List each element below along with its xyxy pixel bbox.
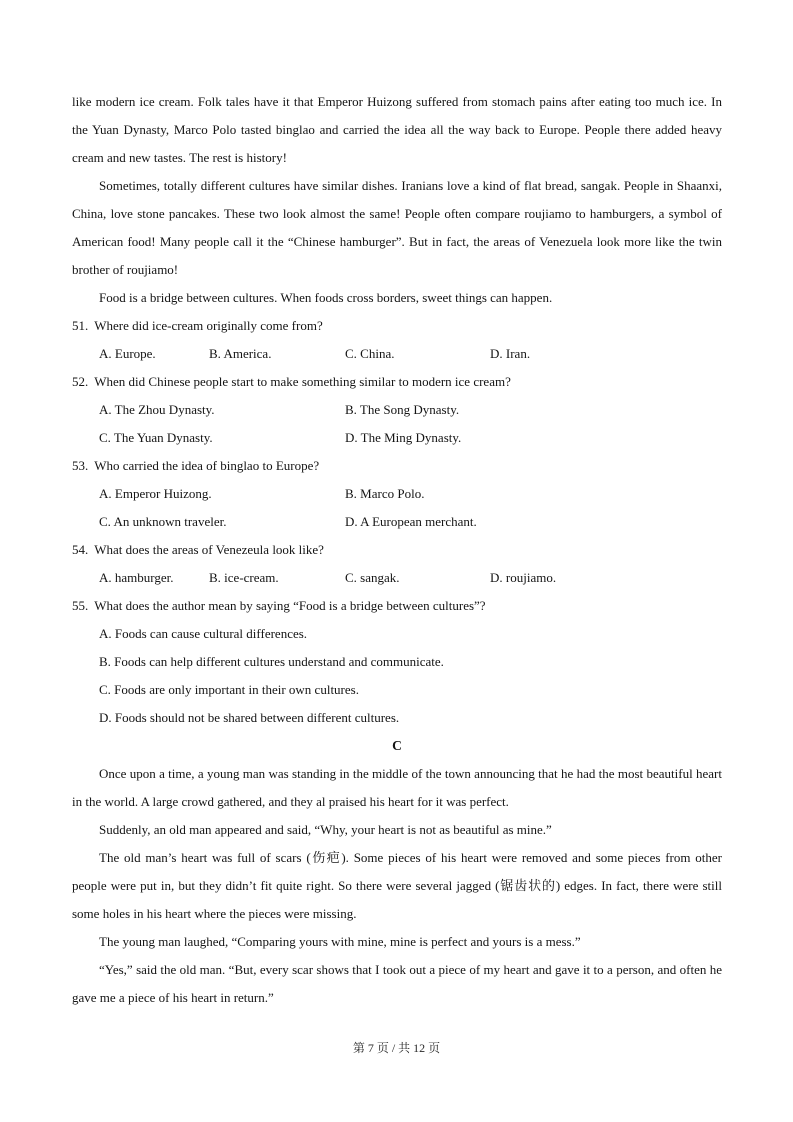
section-c-heading: C [392, 738, 402, 753]
passage-c-paragraph-1: Once upon a time, a young man was standing in the middle of the town announcing that he had the most beautiful heart in the world. A large crowd gathered, and they al praised his heart for it was perfect. [72, 766, 722, 809]
question-51-option-a: A. Europe. [99, 346, 156, 361]
passage-c-paragraph-4: The young man laughed, “Comparing yours with mine, mine is perfect and yours is a mess.” [99, 934, 581, 949]
question-54-option-c: C. sangak. [345, 570, 400, 585]
question-55 [72, 592, 722, 732]
question-51 [72, 312, 722, 368]
question-54-number: 54. [72, 542, 89, 557]
question-51-number: 51. [72, 318, 89, 333]
question-55-option-c: C. Foods are only important in their own cultures. [99, 682, 359, 697]
question-53-option-b: B. Marco Polo. [345, 486, 425, 501]
question-52 [72, 368, 722, 452]
passage-b-paragraph-1: like modern ice cream. Folk tales have it that Emperor Huizong suffered from stomach pains after eating too much ice. In the Yuan Dynasty, Marco Polo tasted binglao and carried the idea all the way back to Europe. People there added heavy cream and new tastes. The rest is history! [72, 94, 722, 165]
question-55-stem [72, 592, 722, 620]
question-53-options-row-2 [72, 508, 722, 536]
question-51-stem [72, 312, 722, 340]
question-54-options [72, 564, 722, 592]
passage-b-paragraph-3: Food is a bridge between cultures. When foods cross borders, sweet things can happen. [99, 290, 553, 305]
question-54 [72, 536, 722, 592]
question-53-options-row-1 [72, 480, 722, 508]
question-53 [72, 452, 722, 536]
question-52-option-c: C. The Yuan Dynasty. [99, 430, 213, 445]
passage-c-paragraph-5: “Yes,” said the old man. “But, every scar shows that I took out a piece of my heart and gave it to a person, and often he gave me a piece of his heart in return.” [72, 962, 722, 1005]
question-53-text: Who carried the idea of binglao to Europe? [94, 458, 320, 473]
question-54-stem [72, 536, 722, 564]
question-52-number: 52. [72, 374, 89, 389]
page-footer: 第 7 页 / 共 12 页 [352, 1041, 441, 1055]
question-53-option-c: C. An unknown traveler. [99, 514, 227, 529]
question-55-text: What does the author mean by saying “Food is a bridge between cultures”? [94, 598, 486, 613]
question-51-option-d: D. Iran. [490, 346, 531, 361]
question-51-option-c: C. China. [345, 346, 395, 361]
passage-b-paragraph-2: Sometimes, totally different cultures have similar dishes. Iranians love a kind of flat bread, sangak. People in Shaanxi, China, love stone pancakes. These two look almost the same! People often compare roujiamo to hamburgers, a symbol of American food! Many people call it the “Chinese hamburger”. But in fact, the areas of Venezuela look more like the twin brother of roujiamo! [72, 178, 722, 277]
question-55-option-d: D. Foods should not be shared between different cultures. [99, 710, 400, 725]
page-content [72, 88, 722, 1012]
question-52-text: When did Chinese people start to make something similar to modern ice cream? [94, 374, 511, 389]
passage-c-paragraph-3: The old man’s heart was full of scars (伤疤). Some pieces of his heart were removed and some pieces from other people were put in, but they didn’t fit quite right. So there were several jagged (锯齿状的) edges. In fact, there were still some holes in his heart where the pieces were missing. [72, 850, 722, 921]
question-52-options-row-2 [72, 424, 722, 452]
question-51-options [72, 340, 722, 368]
question-55-option-b: B. Foods can help different cultures understand and communicate. [99, 654, 444, 669]
question-55-option-a: A. Foods can cause cultural differences. [99, 626, 308, 641]
question-54-text: What does the areas of Venezeula look like? [94, 542, 324, 557]
question-54-option-d: D. roujiamo. [490, 570, 557, 585]
question-53-number: 53. [72, 458, 89, 473]
question-52-option-b: B. The Song Dynasty. [345, 402, 460, 417]
question-52-stem [72, 368, 722, 396]
question-52-option-a: A. The Zhou Dynasty. [99, 402, 215, 417]
question-53-stem [72, 452, 722, 480]
question-51-option-b: B. America. [209, 346, 272, 361]
question-54-option-b: B. ice-cream. [209, 570, 279, 585]
question-53-option-d: D. A European merchant. [345, 514, 477, 529]
question-54-option-a: A. hamburger. [99, 570, 174, 585]
question-53-option-a: A. Emperor Huizong. [99, 486, 212, 501]
question-52-option-d: D. The Ming Dynasty. [345, 430, 462, 445]
question-52-options-row-1 [72, 396, 722, 424]
question-51-text: Where did ice-cream originally come from? [94, 318, 323, 333]
passage-c-paragraph-2: Suddenly, an old man appeared and said, “Why, your heart is not as beautiful as mine.” [99, 822, 552, 837]
question-55-number: 55. [72, 598, 89, 613]
